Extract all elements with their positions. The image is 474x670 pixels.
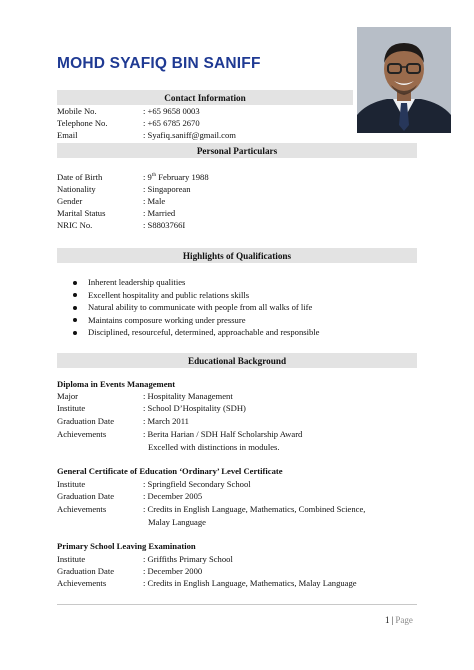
page-footer xyxy=(385,615,413,625)
bullet-icon xyxy=(73,306,77,310)
gce-achievements-cont: Malay Language xyxy=(148,517,206,527)
psle-title: Primary School Leaving Examination xyxy=(57,541,196,551)
list-item: Maintains composure working under pressure xyxy=(70,314,319,327)
footer-divider xyxy=(57,604,417,605)
highlights-section-header: Highlights of Qualifications xyxy=(57,248,417,263)
diploma-achievements-cont: Excelled with distinctions in modules. xyxy=(148,442,280,452)
list-item: Inherent leadership qualities xyxy=(70,276,319,289)
page-separator: | xyxy=(391,615,394,625)
list-item: Natural ability to communicate with people from all walks of life xyxy=(70,301,319,314)
nric-label: NRIC No. xyxy=(57,220,93,230)
list-item: Disciplined, resourceful, determined, approachable and responsible xyxy=(70,326,319,339)
telephone-value: : +65 6785 2670 xyxy=(143,118,200,128)
person-portrait-icon xyxy=(357,27,451,133)
email-value: : Syafiq.saniff@gmail.com xyxy=(143,130,236,140)
page-number: 1 xyxy=(385,615,390,625)
email-label: Email xyxy=(57,130,78,140)
gender-value: : Male xyxy=(143,196,166,206)
candidate-name: MOHD SYAFIQ BIN SANIFF xyxy=(57,55,261,72)
nationality-value: : Singaporean xyxy=(143,184,191,194)
list-item: Excellent hospitality and public relations skills xyxy=(70,289,319,302)
highlights-list xyxy=(70,276,319,339)
gce-title: General Certificate of Education ‘Ordinary’ Level Certificate xyxy=(57,466,283,476)
bullet-icon xyxy=(73,331,77,335)
marital-label: Marital Status xyxy=(57,208,106,218)
diploma-title: Diploma in Events Management xyxy=(57,379,176,389)
page-label: Page xyxy=(395,615,413,625)
personal-section-header: Personal Particulars xyxy=(57,143,417,158)
profile-photo xyxy=(357,27,451,133)
dob-value: : 9th February 1988 xyxy=(143,172,209,182)
education-section-header: Educational Background xyxy=(57,353,417,368)
nric-value: : S8803766I xyxy=(143,220,186,230)
bullet-icon xyxy=(73,293,77,297)
dob-label: Date of Birth xyxy=(57,172,103,182)
marital-value: : Married xyxy=(143,208,176,218)
nationality-label: Nationality xyxy=(57,184,96,194)
gender-label: Gender xyxy=(57,196,83,206)
bullet-icon xyxy=(73,281,77,285)
mobile-value: : +65 9658 0003 xyxy=(143,106,200,116)
telephone-label: Telephone No. xyxy=(57,118,108,128)
contact-section-header: Contact Information xyxy=(57,90,353,105)
mobile-label: Mobile No. xyxy=(57,106,97,116)
bullet-icon xyxy=(73,318,77,322)
